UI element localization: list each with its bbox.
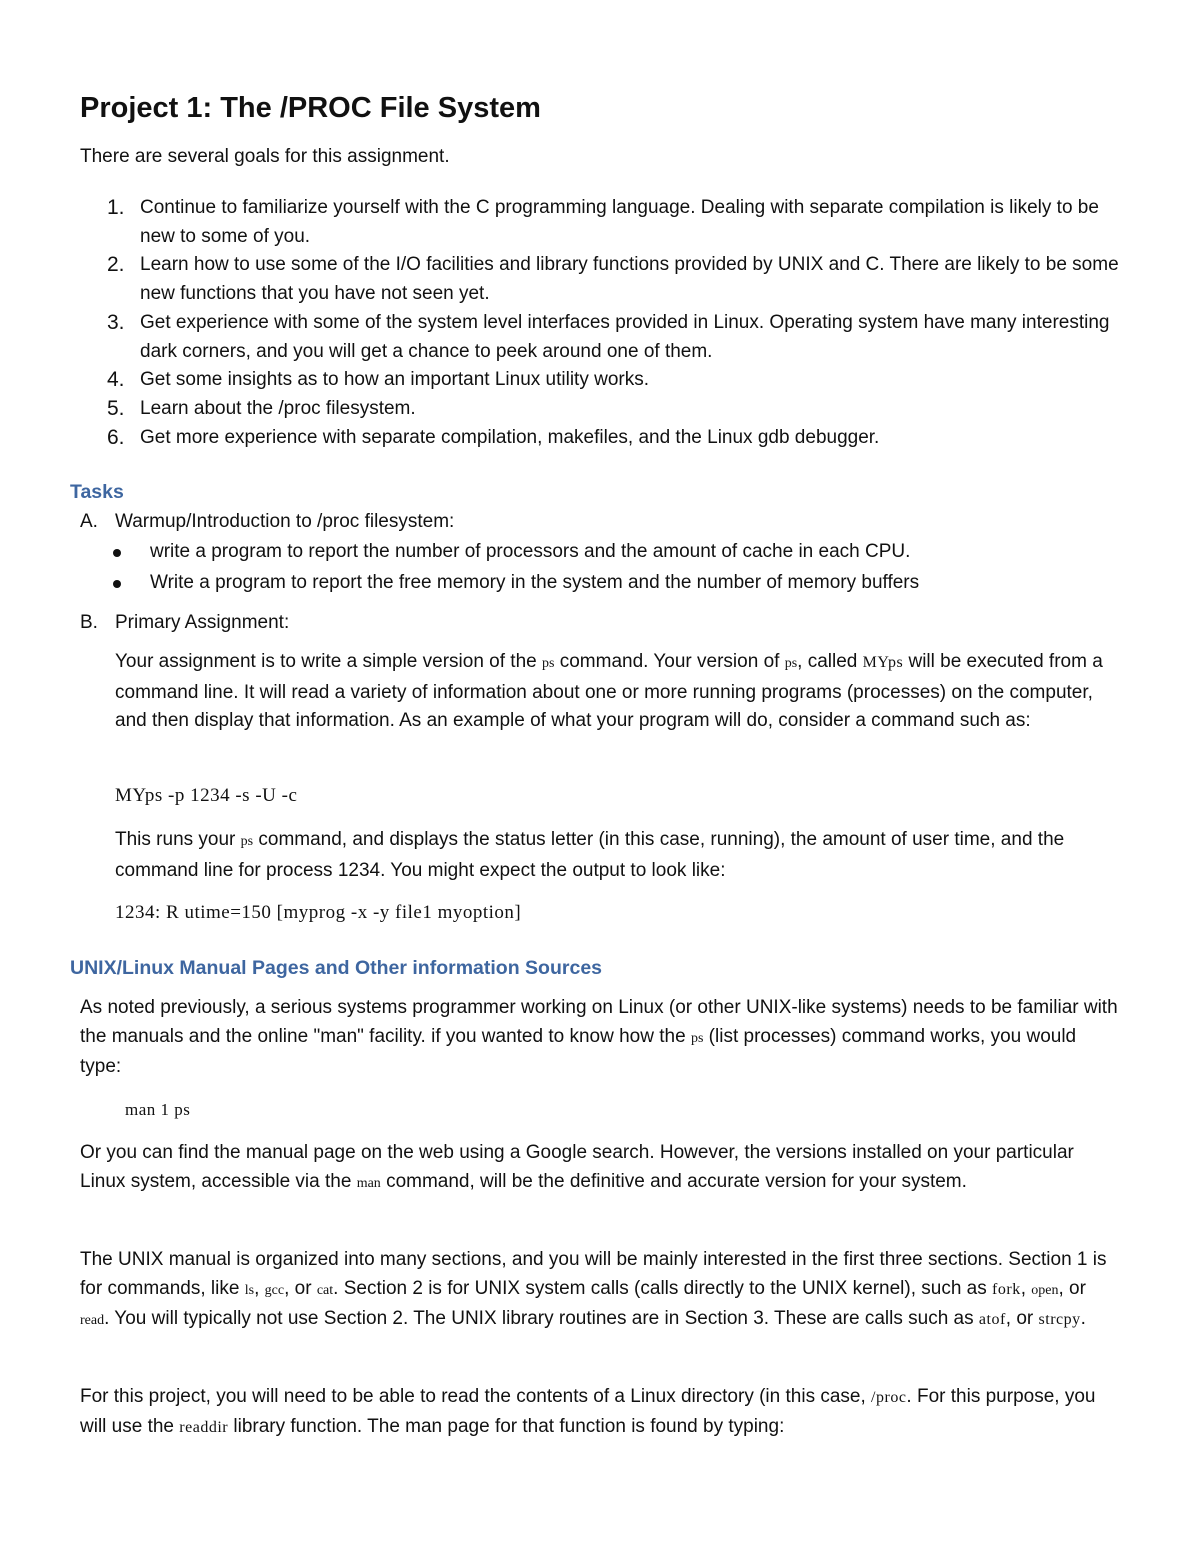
output-example: 1234: R utime=150 [myprog -x -y file1 myoption]: [115, 902, 522, 923]
task-a-letter: A.: [80, 511, 98, 532]
list-item: [80, 194, 1120, 251]
text-run: This runs your: [115, 829, 241, 850]
task-b-letter: B.: [80, 612, 98, 633]
list-item-text: Continue to familiarize yourself with the C programming language. Dealing with separate compilation is likely to be new to some of you.: [140, 197, 1099, 247]
code-strcpy: strcpy: [1038, 1311, 1081, 1329]
output-description: [115, 826, 1115, 885]
text-run: . For this purpose, you will use the: [80, 1386, 1096, 1437]
task-a-label: Warmup/Introduction to /proc filesystem:: [115, 511, 455, 532]
text-run: library function. The man page for that function is found by typing:: [228, 1415, 785, 1437]
text-run: , or: [284, 1277, 317, 1299]
bullet-text: Write a program to report the free memory in the system and the number of memory buffers: [150, 572, 920, 593]
assignment-paragraph: [115, 648, 1115, 736]
code-ps: ps: [542, 656, 555, 671]
list-item: [80, 395, 1120, 424]
code-ps: ps: [240, 834, 254, 849]
manual-paragraph: [80, 994, 1120, 1082]
list-item-text: Get some insights as to how an important Linux utility works.: [140, 369, 650, 391]
text-run: ,: [254, 1277, 265, 1299]
text-run: .: [1080, 1308, 1086, 1330]
code-read: read: [80, 1313, 105, 1329]
code-ls: ls: [244, 1282, 255, 1298]
text-run: The UNIX manual is organized into many sections, and you will be mainly interested in the first three sections. Section 1 is for commands, like: [80, 1249, 1107, 1299]
goals-list: [80, 194, 1120, 452]
list-item-text: Learn how to use some of the I/O facilities and library functions provided by UNIX and C. There are likely to be some new functions that you have not seen yet.: [140, 254, 1119, 305]
list-item: [80, 366, 1120, 395]
text-run: Your assignment is to write a simple version of the: [115, 651, 542, 672]
list-number: 4.: [107, 368, 125, 392]
text-run: Or you can find the manual page on the web using a Google search. However, the versions installed on your particular Linux system, accessible via the: [80, 1142, 1074, 1192]
tasks-heading: Tasks: [70, 481, 124, 503]
list-number: 1.: [107, 196, 125, 219]
code-myps: MYps: [862, 654, 904, 671]
list-number: 2.: [107, 253, 125, 277]
text-run: command, will be the definitive and accurate version for your system.: [380, 1170, 967, 1192]
list-item-text: Learn about the /proc filesystem.: [140, 397, 416, 419]
code-open: open: [1031, 1282, 1059, 1298]
code-fork: fork: [992, 1280, 1021, 1298]
bullet-dot-icon: [113, 580, 121, 588]
code-man: man: [356, 1175, 381, 1191]
code-cat: cat: [316, 1282, 334, 1298]
list-item-text: Get experience with some of the system level interfaces provided in Linux. Operating system have many interesting dark corners, and you will get a chance to peek around one of them.: [140, 311, 1110, 362]
man-command: man 1 ps: [125, 1100, 191, 1119]
manual-web-paragraph: [80, 1139, 1120, 1198]
code-gcc: gcc: [264, 1282, 285, 1298]
text-run: , or: [1005, 1308, 1039, 1330]
text-run: will be executed from a command line. It will read a variety of information about one or more running programs (processes) on the computer, and then display that information. As an example of what your program will do, consider a command such as:: [115, 651, 1103, 732]
list-item: [80, 424, 1120, 453]
list-number: 5.: [107, 396, 125, 420]
list-item: [80, 251, 1120, 308]
text-run: For this project, you will need to be able to read the contents of a Linux directory (in this case,: [80, 1386, 872, 1407]
readdir-paragraph: [80, 1383, 1120, 1442]
list-item: [80, 309, 1120, 366]
list-item-text: Get more experience with separate compilation, makefiles, and the Linux gdb debugger.: [140, 426, 880, 448]
command-example: MYps -p 1234 -s -U -c: [115, 785, 298, 806]
code-atof: atof: [978, 1311, 1006, 1329]
text-run: . Section 2 is for UNIX system calls (calls directly to the UNIX kernel), such as: [333, 1277, 993, 1299]
text-run: , called: [797, 651, 863, 672]
manual-sections-paragraph: [80, 1246, 1120, 1336]
text-run: . You will typically not use Section 2. The UNIX library routines are in Section 3. These are calls such as: [104, 1308, 979, 1330]
list-number: 6.: [107, 425, 125, 449]
intro-text: There are several goals for this assignment.: [80, 146, 450, 167]
task-b-label: Primary Assignment:: [115, 612, 290, 633]
text-run: , or: [1058, 1277, 1086, 1299]
code-ps: ps: [690, 1030, 704, 1046]
code-ps: ps: [784, 656, 798, 671]
text-run: As noted previously, a serious systems programmer working on Linux (or other UNIX-like systems) needs to be familiar with the manuals and the online "man" facility. if you wanted to know how the: [80, 997, 1118, 1047]
bullet-text: write a program to report the number of processors and the amount of cache in each CPU.: [150, 541, 911, 562]
bullet-dot-icon: [113, 549, 121, 557]
list-number: 3.: [107, 310, 125, 334]
code-proc: /proc: [871, 1389, 907, 1406]
code-readdir: readdir: [179, 1418, 229, 1436]
text-run: command. Your version of: [554, 651, 785, 672]
text-run: command, and displays the status letter (in this case, running), the amount of user time, and the command line for process 1234. You might expect the output to look like:: [115, 829, 1065, 881]
page-title: Project 1: The /PROC File System: [80, 92, 541, 124]
text-run: (list processes) command works, you would type:: [80, 1025, 1077, 1078]
text-run: ,: [1020, 1277, 1032, 1299]
manual-heading: UNIX/Linux Manual Pages and Other information Sources: [70, 957, 603, 979]
